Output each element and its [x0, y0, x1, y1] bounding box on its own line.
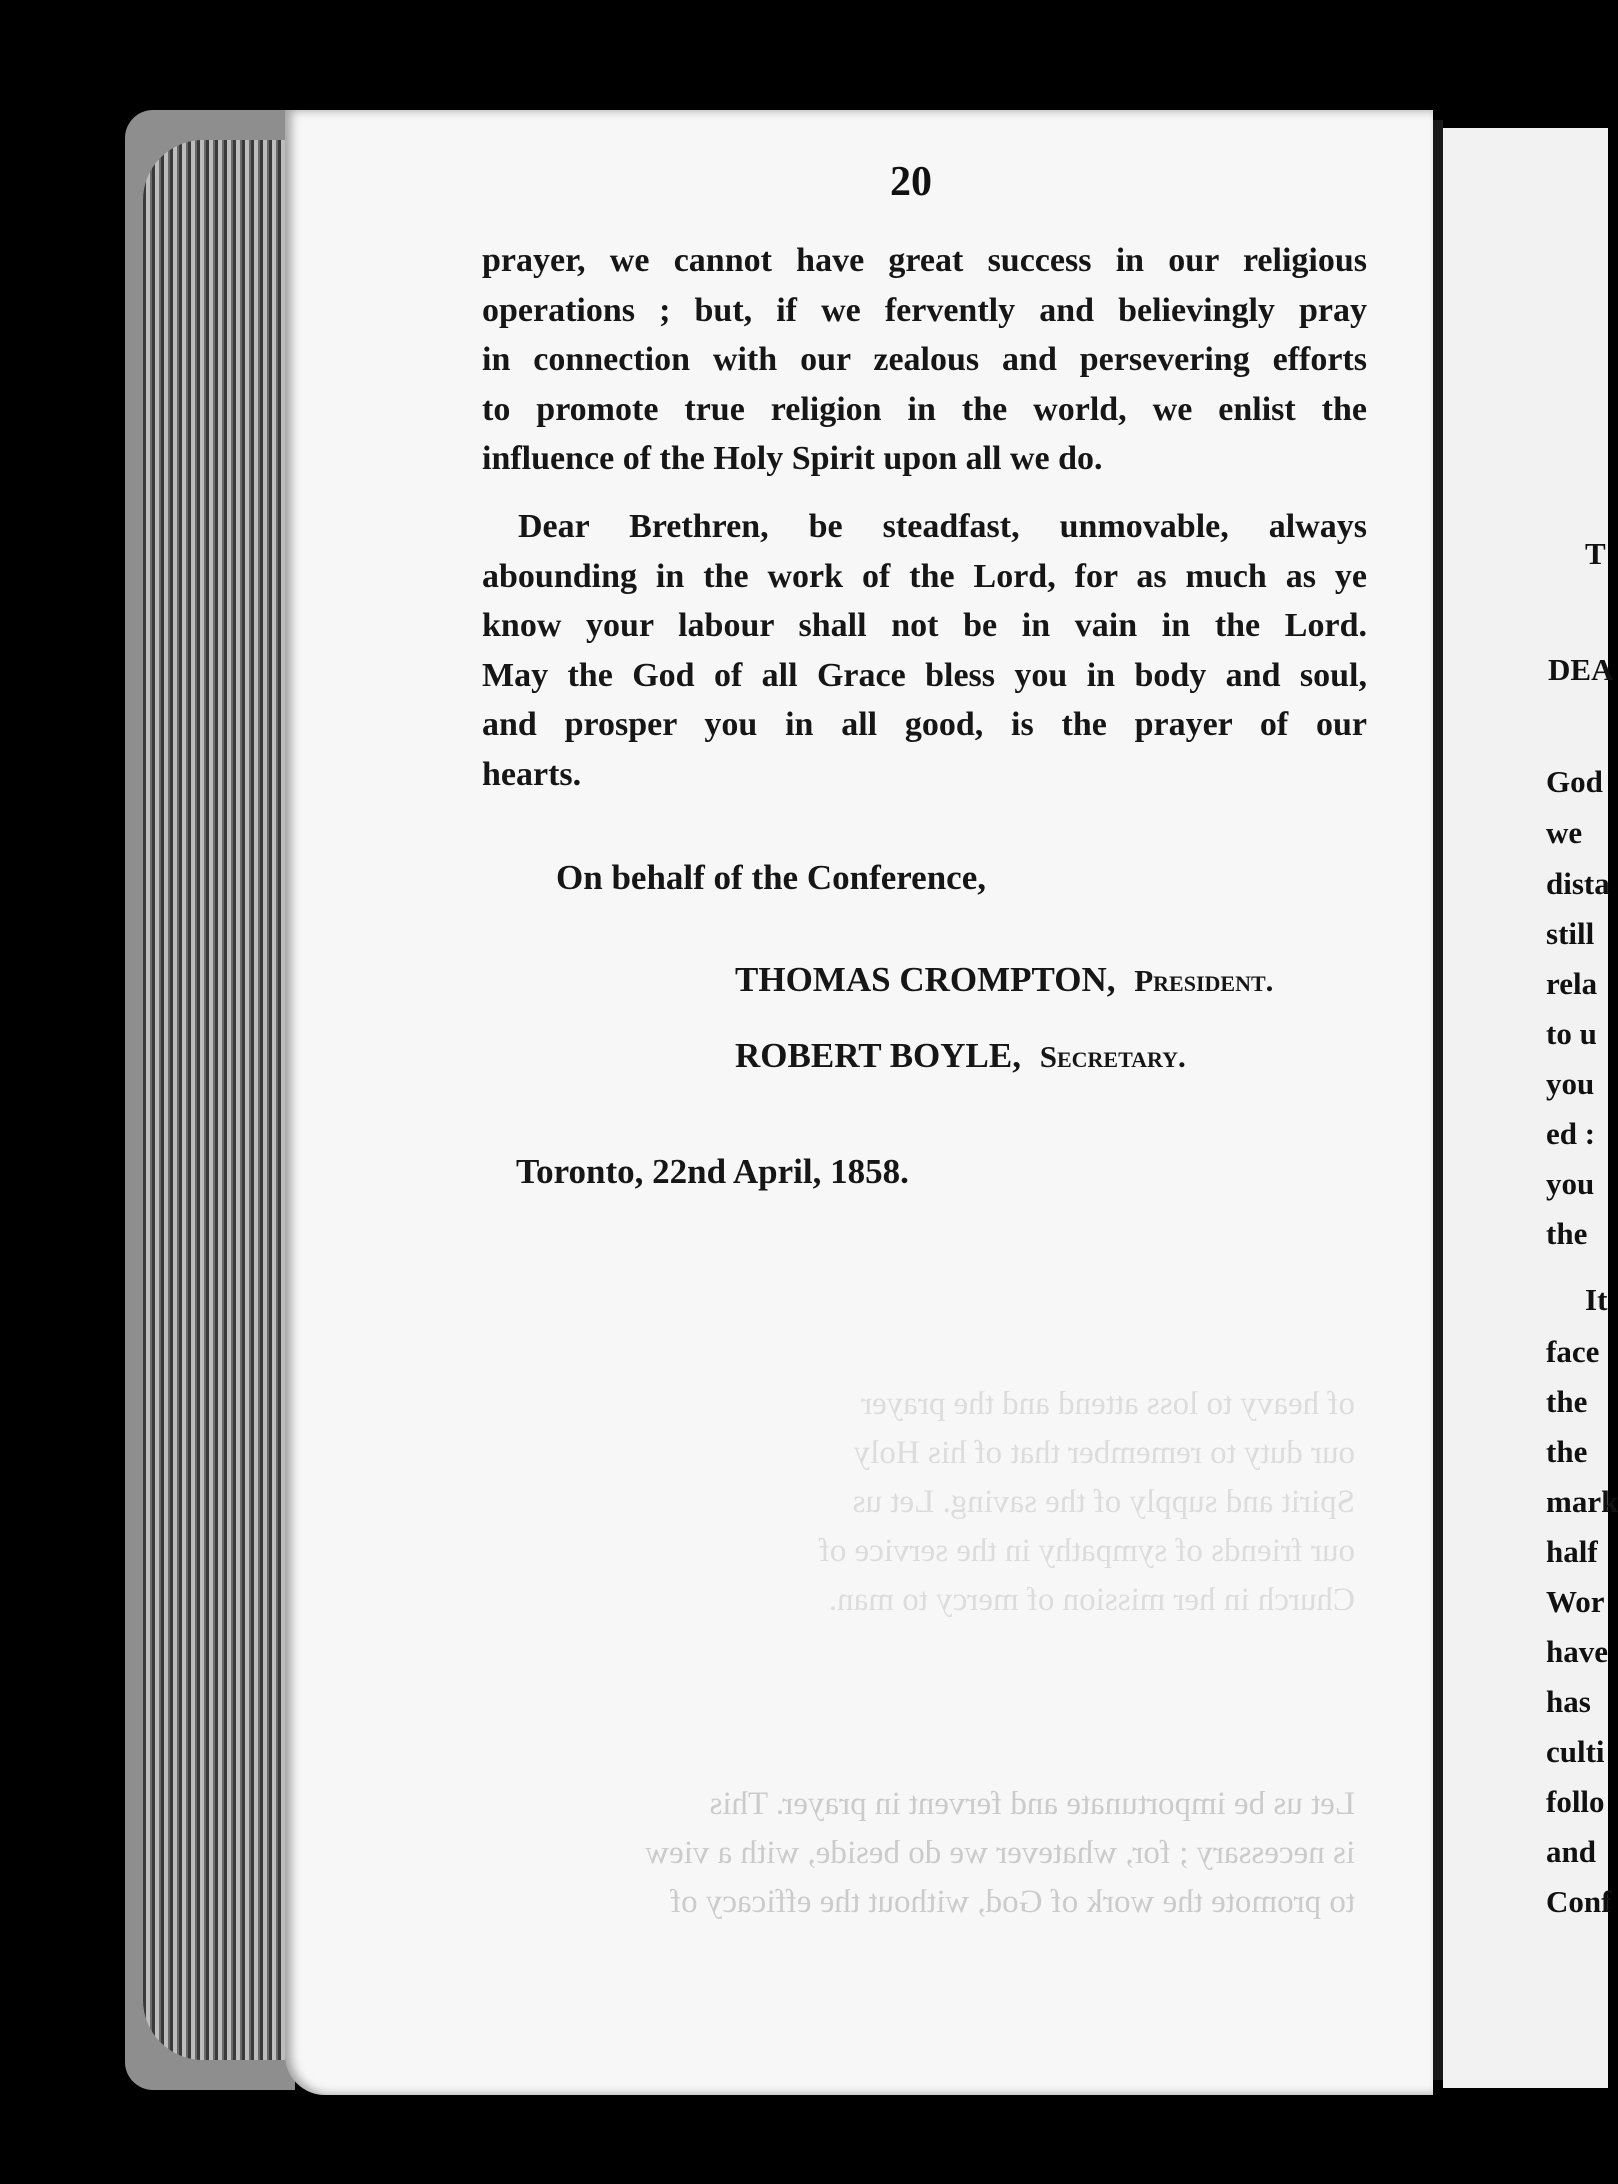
signature-president: [735, 960, 1273, 1000]
text-line: abounding in the work of the Lord, for as much as ye: [482, 557, 1367, 595]
paragraph-brethren: [482, 502, 1367, 799]
facing-text: culti: [1546, 1734, 1605, 1769]
facing-text: T: [1585, 536, 1606, 571]
facing-text: we: [1546, 815, 1583, 850]
text-line: know your labour shall not be in vain in the Lord.: [482, 607, 1367, 644]
facing-text: still: [1546, 916, 1595, 951]
bleed-line: to promote the work of God, without the efficacy of: [670, 1884, 1355, 1920]
facing-text: Wor: [1546, 1584, 1605, 1619]
facing-text: mark: [1546, 1484, 1618, 1519]
bleed-line: is necessary ; for, whatever we do beside, with a view: [645, 1835, 1355, 1871]
bleed-line: our friends of sympathy in the service of: [818, 1533, 1355, 1569]
bleed-line: Spirit and supply of the saving. Let us: [852, 1484, 1355, 1520]
dateline: Toronto, 22nd April, 1858.: [516, 1152, 909, 1191]
bleed-line: our duty to remember that of his Holy: [853, 1435, 1355, 1471]
facing-text: you: [1546, 1166, 1595, 1201]
facing-text: rela: [1546, 966, 1598, 1001]
signatory-name: THOMAS CROMPTON,: [735, 960, 1116, 999]
text-line: prayer, we cannot have great success in our religious: [482, 242, 1367, 279]
text-line: hearts.: [482, 755, 582, 793]
facing-text: It: [1585, 1282, 1608, 1317]
bleed-line: Church in her mission of mercy to man.: [828, 1582, 1355, 1618]
facing-text: dista: [1546, 866, 1610, 901]
signatory-title: Secretary.: [1039, 1039, 1186, 1074]
signature-secretary: [735, 1036, 1186, 1076]
facing-text: follo: [1546, 1784, 1605, 1819]
facing-text: ed :: [1546, 1116, 1596, 1151]
text-line: to promote true religion in the world, we enlist the: [482, 390, 1367, 428]
facing-text: Conf: [1546, 1884, 1612, 1919]
facing-text: and: [1546, 1834, 1596, 1869]
signatory-title: President.: [1134, 963, 1274, 998]
book-gutter: [1433, 120, 1443, 2080]
bleed-through-text-lower: [455, 1780, 1355, 1927]
text-line: influence of the Holy Spirit upon all we do.: [482, 440, 1103, 477]
facing-text: the: [1546, 1216, 1588, 1251]
facing-text: God: [1546, 764, 1603, 799]
book-page-edges: [125, 110, 295, 2090]
facing-text: to u: [1546, 1016, 1597, 1051]
facing-text: the: [1546, 1434, 1588, 1469]
bleed-line: of heavy to loss attend and the prayer: [861, 1386, 1355, 1422]
facing-text: half: [1546, 1534, 1598, 1569]
paragraph-prayer: [482, 236, 1367, 484]
page-number: 20: [890, 159, 932, 205]
facing-text: face: [1546, 1334, 1600, 1369]
signatory-name: ROBERT BOYLE,: [735, 1036, 1021, 1075]
bleed-line: Let us be importunate and fervent in prayer. This: [709, 1786, 1355, 1822]
facing-text: you: [1546, 1066, 1595, 1101]
closing-line: On behalf of the Conference,: [556, 858, 986, 897]
facing-text: have: [1546, 1634, 1608, 1669]
facing-text: has: [1546, 1684, 1591, 1719]
bleed-through-text-upper: [455, 1380, 1355, 1625]
text-line: operations ; but, if we fervently and believingly pray: [482, 291, 1367, 329]
facing-text: the: [1546, 1384, 1588, 1419]
text-line: in connection with our zealous and persevering efforts: [482, 341, 1367, 378]
facing-text: DEA: [1548, 652, 1614, 687]
text-line: May the God of all Grace bless you in body and soul,: [482, 656, 1367, 694]
text-line: and prosper you in all good, is the prayer of our: [482, 706, 1367, 743]
text-line: Dear Brethren, be steadfast, unmovable, always: [518, 508, 1367, 545]
